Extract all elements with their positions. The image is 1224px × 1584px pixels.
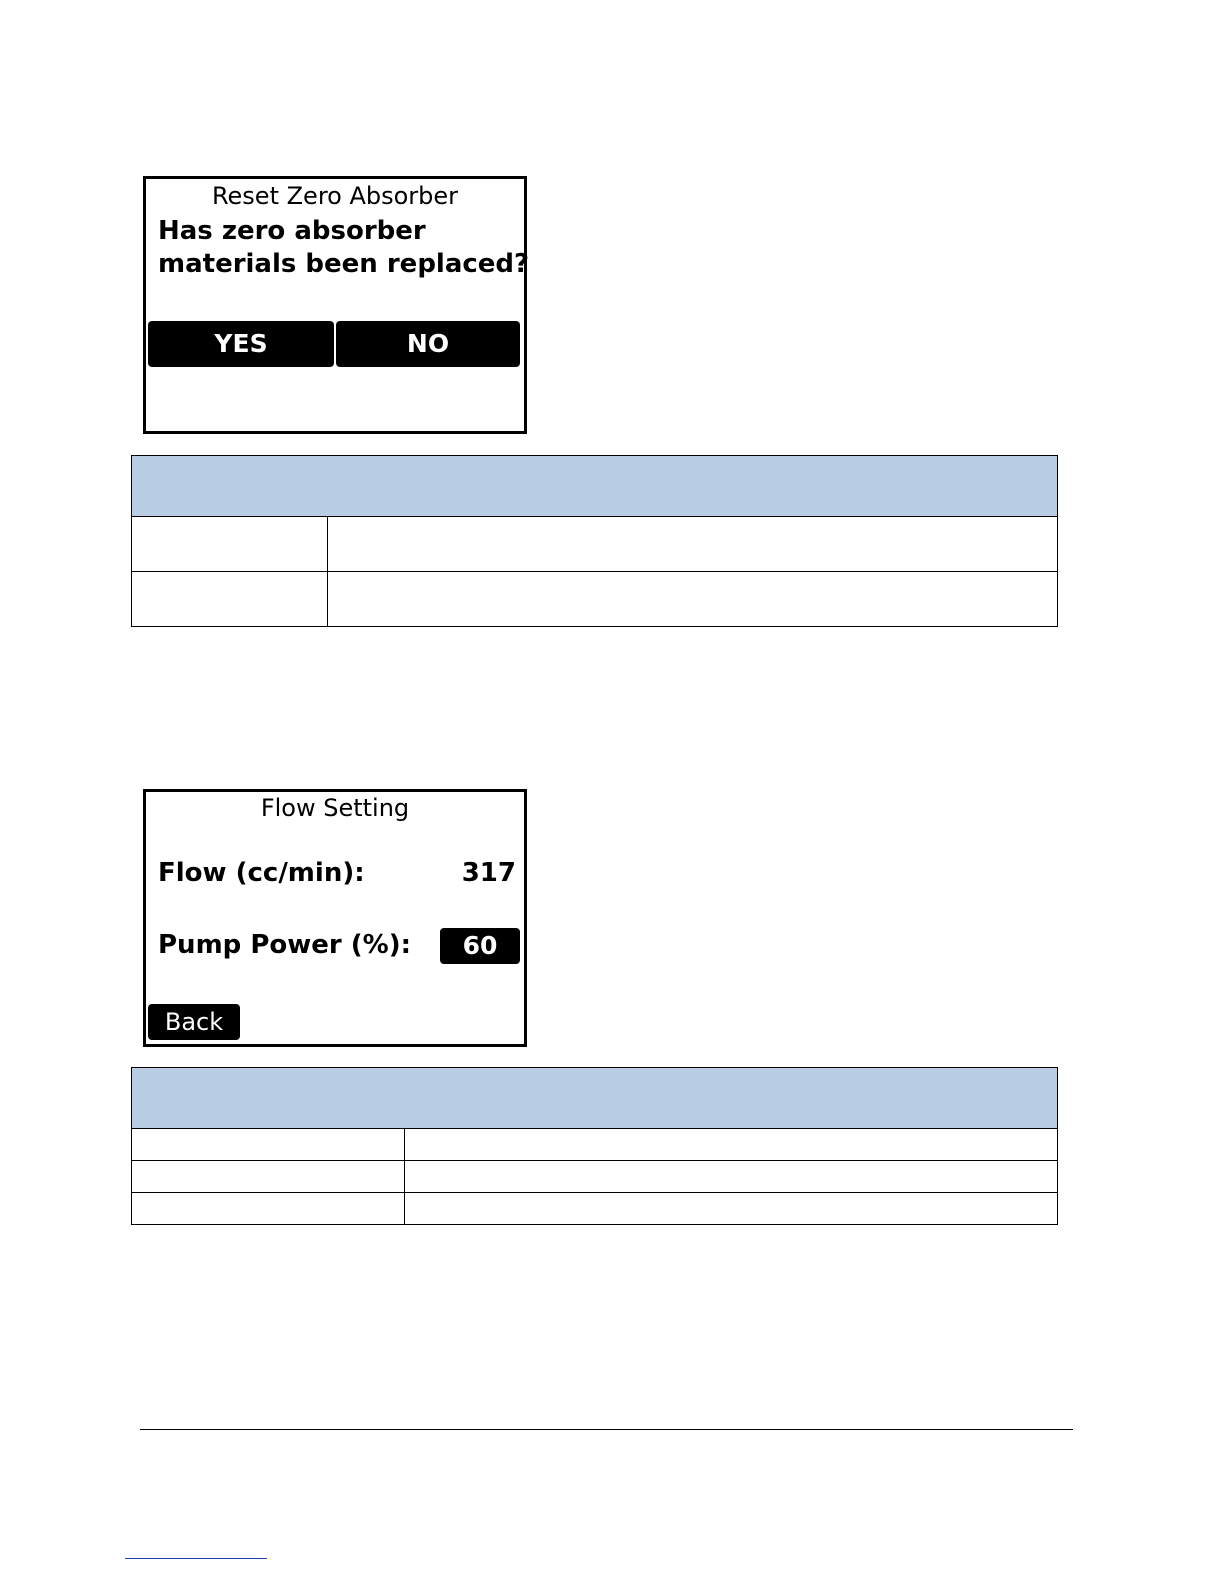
footer-link-underline [125, 1558, 267, 1559]
back-button[interactable]: Back [148, 1004, 240, 1040]
table-cell-key [132, 1129, 405, 1161]
table-header [132, 456, 1058, 517]
footer-divider [140, 1429, 1073, 1430]
table-cell-desc [405, 1193, 1058, 1225]
options-table-1 [131, 455, 1058, 627]
pump-power-label: Pump Power (%): [158, 930, 411, 960]
table-cell-key [132, 1193, 405, 1225]
question-line-1: Has zero absorber [158, 216, 426, 246]
table-cell-desc [328, 517, 1058, 572]
confirmation-question [158, 215, 529, 281]
table-row [132, 1193, 1058, 1225]
flow-value: 317 [461, 858, 516, 888]
no-button[interactable]: NO [336, 321, 520, 367]
flow-setting-screen [143, 789, 527, 1047]
table-row [132, 572, 1058, 627]
table-cell-desc [328, 572, 1058, 627]
table-cell-key [132, 1161, 405, 1193]
table-header [132, 1068, 1058, 1129]
question-line-2: materials been replaced? [158, 249, 530, 279]
table-row [132, 1161, 1058, 1193]
table-row [132, 1129, 1058, 1161]
options-table-2 [131, 1067, 1058, 1225]
table-cell-key [132, 517, 328, 572]
table-cell-desc [405, 1129, 1058, 1161]
reset-zero-absorber-screen [143, 176, 530, 434]
table-row [132, 517, 1058, 572]
screen-title: Flow Setting [260, 794, 410, 822]
yes-button[interactable]: YES [148, 321, 334, 367]
table-cell-desc [405, 1161, 1058, 1193]
pump-power-value[interactable]: 60 [440, 928, 520, 964]
screen-title: Reset Zero Absorber [211, 182, 459, 210]
flow-label: Flow (cc/min): [158, 858, 365, 888]
table-cell-key [132, 572, 328, 627]
